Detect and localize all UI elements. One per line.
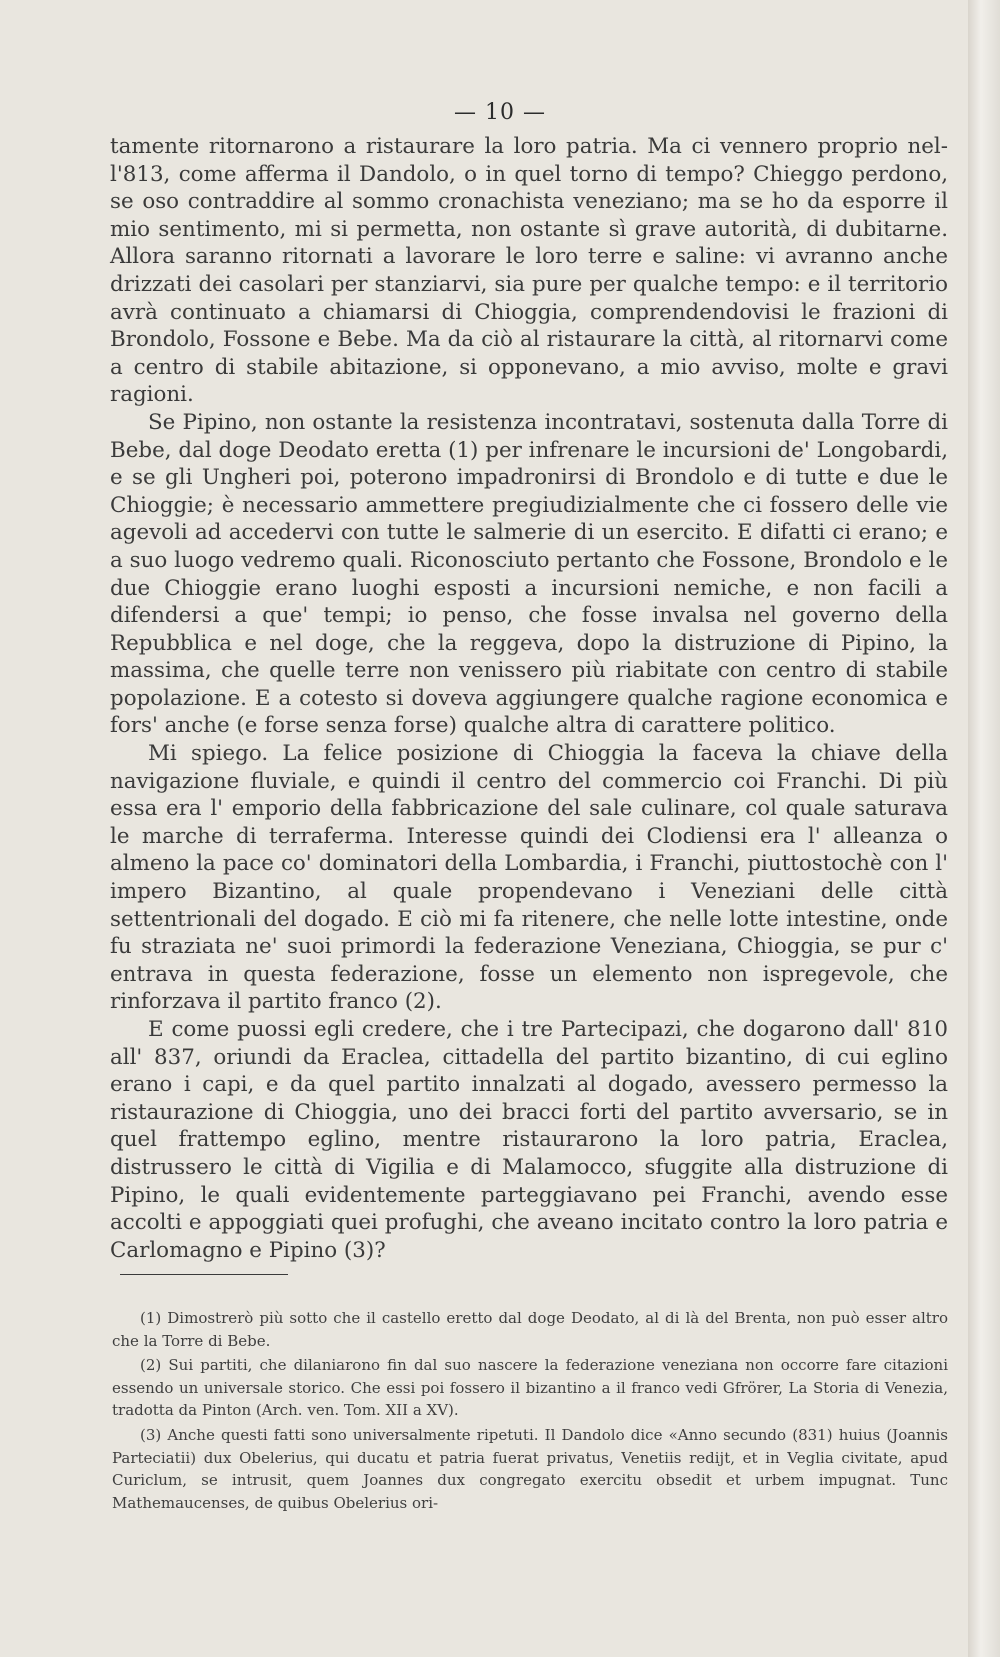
paragraph-2: Se Pipino, non ostante la resistenza incontratavi, sostenuta dalla Torre di Bebe, dal doge Deodato eretta (1) per infrenare le incursioni de' Longobardi, e se gli Ungheri poi, poterono impadronirsi di Brondolo e di tutte e due le Chioggie; è necessario ammettere pregiudizialmente che ci fossero delle vie agevoli ad accedervi con tutte le salmerie di un esercito. E difatti ci erano; e a suo luogo vedremo quali. Riconosciuto pertanto che Fossone, Brondolo e le due Chioggie erano luoghi esposti a incursioni nemiche, e non facili a difendersi a que' tempi; io penso, che fosse invalsa nel governo della Repubblica e nel doge, che la reggeva, dopo la distruzione di Pipino, la massima, che quelle terre non venissero più riabitate con centro di stabile popolazione. E a cotesto si doveva aggiungere qualche ragione economica e fors' anche (e forse senza forse) qualche altra di carattere politico.: [110, 409, 948, 739]
page-edge: [968, 0, 1000, 1657]
paragraph-1: tamente ritornarono a ristaurare la loro patria. Ma ci vennero proprio nel- l'813, come afferma il Dandolo, o in quel torno di tempo? Chieggo perdono, se oso contraddire al sommo cronachista veneziano; ma se ho da esporre il mio sentimento, mi si permetta, non ostante sì grave autorità, di dubitarne. Allora saranno ritornati a lavorare le loro terre e saline: vi avranno anche drizzati dei casolari per stanziarvi, sia pure per qualche tempo: e il territorio avrà continuato a chiamarsi di Chioggia, comprendendovisi le frazioni di Brondolo, Fossone e Bebe. Ma da ciò al ristaurare la città, al ritornarvi come a centro di stabile abitazione, si opponevano, a mio avviso, molte e gravi ragioni.: [110, 134, 948, 408]
footnote-1: (1) Dimostrerò più sotto che il castello eretto dal doge Deodato, al di là del Brenta, non può esser altro che la Torre di Bebe.: [112, 1309, 948, 1350]
footnote-3: (3) Anche questi fatti sono universalmente ripetuti. Il Dandolo dice «Anno secundo (831) huius (Joannis Parteciatii) dux Obelerius, qui ducatu et patria fuerat privatus, Venetiis redijt, et in Veglia civitate, apud Curiclum, se intrusit, quem Joannes dux congregato exercitu obsedit et urbem impugnat. Tunc Mathemaucenses, de quibus Obelerius ori-: [112, 1425, 948, 1512]
main-text: [110, 133, 948, 1264]
footnote-2: (2) Sui partiti, che dilaniarono fin dal suo nascere la federazione veneziana non occorre fare citazioni essendo un universale storico. Che essi poi fossero il bizantino a il franco vedi Gfrörer, La Storia di Venezia, tradotta da Pinton (Arch. ven. Tom. XII a XV).: [112, 1356, 948, 1420]
paragraph-4: E come puossi egli credere, che i tre Partecipazi, che dogarono dall' 810 all' 837, oriundi da Eraclea, cittadella del partito bizantino, di cui eglino erano i capi, e da quel partito innalzati al dogado, avessero permesso la ristaurazione di Chioggia, uno dei bracci forti del partito avversario, se in quel frattempo eglino, mentre ristaurarono la loro patria, Eraclea, distrussero le città di Vigilia e di Malamocco, sfuggite alla distruzione di Pipino, le quali evidentemente parteggiavano pei Franchi, avendo esse accolti e appoggiati quei profughi, che aveano incitato contro la loro patria e Carlomagno e Pipino (3)?: [110, 1017, 948, 1263]
page-number: — 10 —: [454, 100, 546, 125]
paragraph-3: Mi spiego. La felice posizione di Chioggia la faceva la chiave della navigazione fluviale, e quindi il centro del commercio coi Franchi. Di più essa era l' emporio della fabbricazione del sale culinare, col quale saturava le marche di terraferma. Interesse quindi dei Clodiensi era l' alleanza o almeno la pace co' dominatori della Lombardia, i Franchi, piuttostochè con l' impero Bizantino, al quale propendevano i Veneziani delle città settentrionali del dogado. E ciò mi fa ritenere, che nelle lotte intestine, onde fu straziata ne' suoi primordi la federazione Veneziana, Chioggia, se pur c' entrava in questa federazione, fosse un elemento non ispregevole, che rinforzava il partito franco (2).: [110, 741, 948, 1015]
footnotes: [112, 1307, 948, 1516]
footnote-separator: [120, 1274, 288, 1275]
